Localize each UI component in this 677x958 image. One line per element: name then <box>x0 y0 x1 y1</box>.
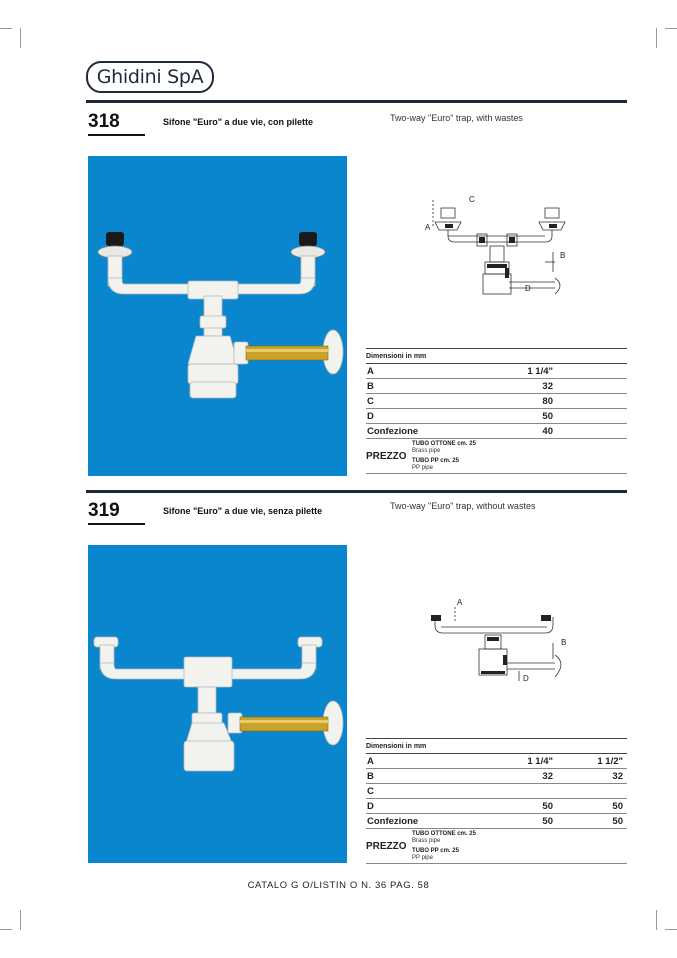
price-item: TUBO PP cm. 25 PP pipe <box>412 457 459 471</box>
dimensions-table <box>366 738 627 864</box>
table-row: B 32 32 <box>366 769 627 784</box>
table-header: Dimensioni in mm <box>366 738 627 754</box>
product-photo <box>88 156 347 476</box>
dim-label-c: C <box>469 195 475 204</box>
trap-with-wastes-image <box>88 156 347 476</box>
product-title-en: Two-way "Euro" trap, without wastes <box>390 501 536 511</box>
table-row: D 50 50 <box>366 799 627 814</box>
price-item: TUBO PP cm. 25 PP pipe <box>412 847 459 861</box>
price-label: PREZZO <box>366 840 407 852</box>
crop-mark <box>656 910 657 930</box>
price-item: TUBO OTTONE cm. 25 Brass pipe <box>412 440 476 454</box>
product-title-it: Sifone "Euro" a due vie, senza pilette <box>163 506 323 516</box>
dimensions-table <box>366 348 627 474</box>
dim-label-b: B <box>560 251 566 260</box>
table-row: D 50 <box>366 409 627 424</box>
crop-mark <box>665 929 677 930</box>
technical-drawing <box>405 180 580 310</box>
product-photo <box>88 545 347 863</box>
dim-label-a: A <box>425 223 431 232</box>
dim-label-a: A <box>457 598 463 607</box>
table-row: B 32 <box>366 379 627 394</box>
crop-mark <box>20 28 21 48</box>
crop-mark <box>665 28 677 29</box>
product-code-underline <box>88 134 145 136</box>
price-label: PREZZO <box>366 450 407 462</box>
dim-label-b: B <box>561 638 567 647</box>
table-row: C <box>366 784 627 799</box>
table-header: Dimensioni in mm <box>366 348 627 364</box>
dim-label-d: D <box>525 284 531 293</box>
product-title-it: Sifone "Euro" a due vie, con pilette <box>163 117 314 127</box>
header-rule <box>86 100 627 103</box>
table-row: A 1 1/4" <box>366 364 627 379</box>
price-block <box>366 829 627 864</box>
brand-logo-text: Ghidini SpA <box>96 66 204 88</box>
dimension-diagram <box>415 585 585 700</box>
product-title-en: Two-way "Euro" trap, with wastes <box>390 113 523 123</box>
dimension-diagram <box>405 180 580 310</box>
dim-label-d: D <box>523 674 529 683</box>
price-block <box>366 439 627 474</box>
table-row: A 1 1/4" 1 1/2" <box>366 754 627 769</box>
product-code-underline <box>88 523 145 525</box>
product-code: 318 <box>88 111 120 132</box>
crop-mark <box>656 28 657 48</box>
crop-mark <box>20 910 21 930</box>
brand-logo <box>86 61 214 93</box>
table-row: C 80 <box>366 394 627 409</box>
crop-mark <box>0 929 12 930</box>
technical-drawing <box>415 585 585 700</box>
product-code: 319 <box>88 500 120 521</box>
table-row: Confezione 40 <box>366 424 627 439</box>
section-rule <box>86 490 627 493</box>
price-item: TUBO OTTONE cm. 25 Brass pipe <box>412 830 476 844</box>
page-footer: CATALO G O/LISTIN O N. 36 PAG. 58 <box>247 880 430 891</box>
trap-without-wastes-image <box>88 545 347 863</box>
crop-mark <box>0 28 12 29</box>
table-row: Confezione 50 50 <box>366 814 627 829</box>
